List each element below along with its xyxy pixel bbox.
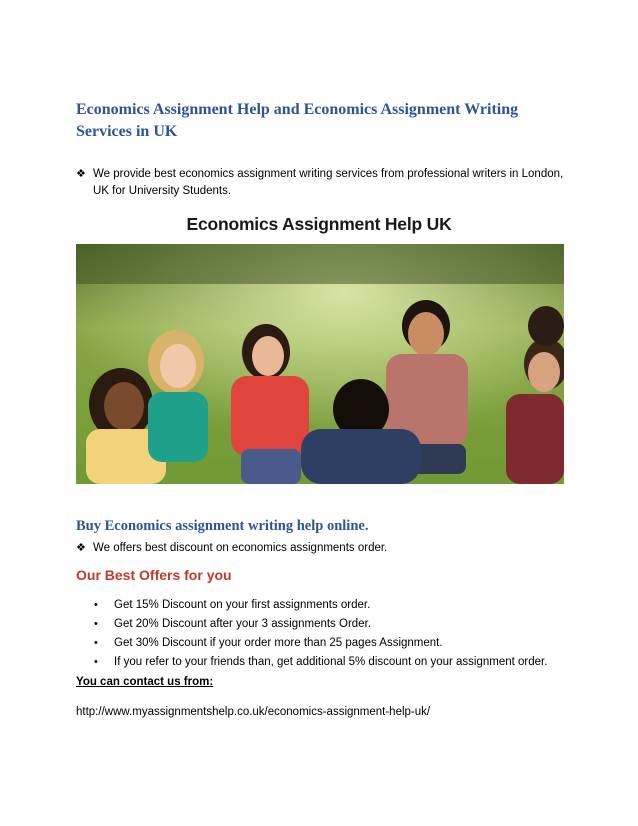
bullet-icon: • [94,656,98,668]
list-item [94,597,594,613]
bullet-icon: • [94,637,98,649]
diamond-bullet-icon: ❖ [76,168,86,180]
students-photo [76,244,564,484]
contact-label: You can contact us from: [76,676,214,688]
bullet-icon: • [94,618,98,630]
intro-text: We provide best economics assignment writing services from professional writers in London, UK for University Students. [93,168,564,197]
list-item [94,616,594,632]
list-item [94,654,594,670]
intro-bullet [76,166,576,200]
offer-text: If you refer to your friends than, get additional 5% discount on your assignment order. [114,656,548,668]
offer-text: Get 15% Discount on your first assignments order. [114,599,371,611]
discount-text: We offers best discount on economics assignments order. [93,542,388,554]
image-heading: Economics Assignment Help UK [186,214,452,234]
discount-bullet [76,540,576,557]
list-item [94,635,594,651]
diamond-bullet-icon: ❖ [76,542,86,554]
bullet-icon: • [94,599,98,611]
offer-text: Get 30% Discount if your order more than 25 pages Assignment. [114,637,443,649]
offers-heading: Our Best Offers for you [76,567,232,583]
section-heading: Buy Economics assignment writing help online. [76,518,369,534]
contact-link[interactable]: http://www.myassignmentshelp.co.uk/economics-assignment-help-uk/ [76,706,431,718]
document-title: Economics Assignment Help and Economics Assignment Writing Services in UK [76,101,519,140]
offers-list [94,597,594,673]
offer-text: Get 20% Discount after your 3 assignments Order. [114,618,371,630]
